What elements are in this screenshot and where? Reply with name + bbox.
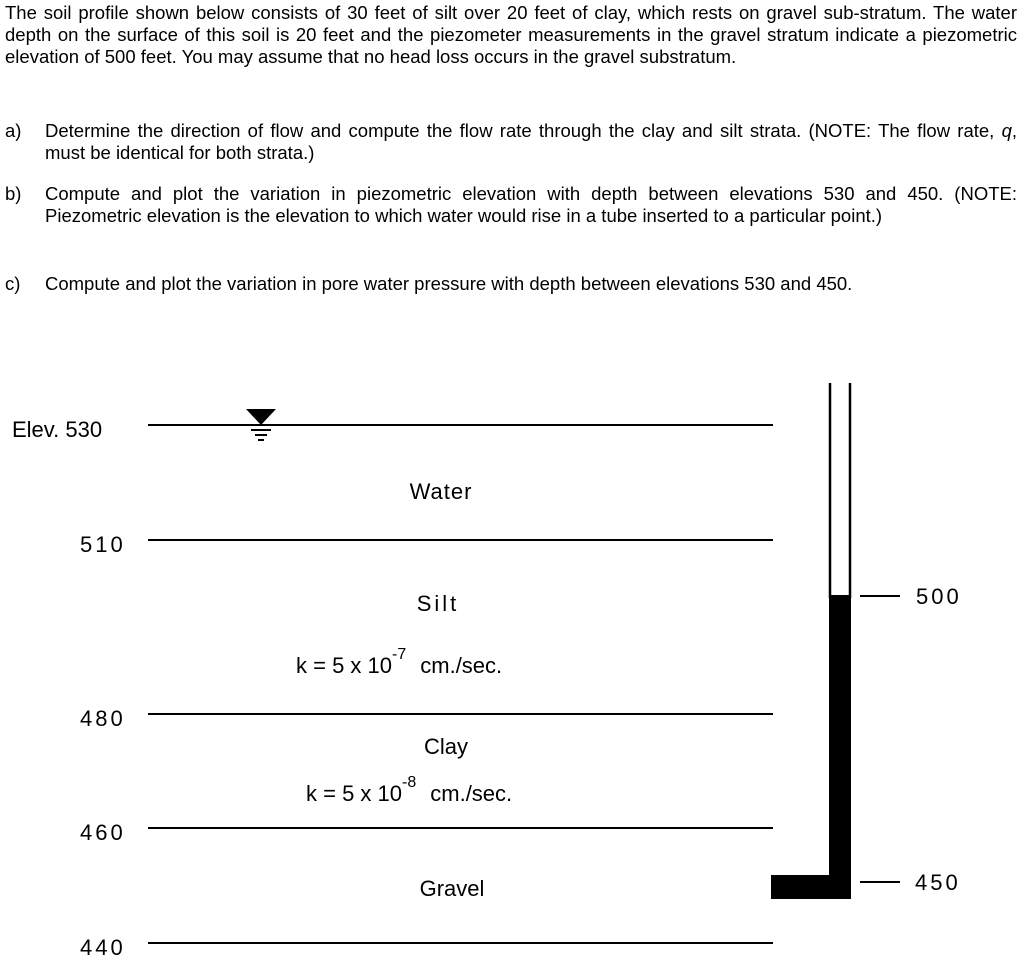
piezometer-water-column [829,595,851,899]
silt-permeability [296,646,502,678]
piezometer-tube [771,383,851,899]
question-label: b) [5,183,22,204]
elevation-label: 440 [80,935,126,960]
variable-q: q [1001,120,1012,141]
layer-label-clay: Clay [423,734,469,759]
unit: cm./sec. [430,781,513,806]
question-text: Compute and plot the variation in pore water pressure with depth between elevations 530 and 450. [45,273,853,294]
text-part: Determine the direction of flow and compute the flow rate through the clay and silt strata. (NOTE: The flow rate, [45,120,1002,141]
k-value: k = 5 x 10 [296,653,393,678]
exponent: -8 [402,774,417,791]
elevation-label: Elev. 530 [12,417,103,442]
question-text: Compute and plot the variation in piezometric elevation with depth between elevations 530 and 450. (NOTE: Piezometric elevation is the elevation to which water would rise in a tube inserted to a particular point.) [45,183,1017,226]
clay-permeability [306,774,512,806]
piezometer-label-450: 450 [915,870,961,895]
layer-label-silt: Silt [416,591,460,616]
k-value: k = 5 x 10 [306,781,403,806]
layer-label-gravel: Gravel [419,876,485,901]
problem-intro: The soil profile shown below consists of 30 feet of silt over 20 feet of clay, which rests on gravel sub-stratum. The water depth on the surface of this soil is 20 feet and the piezometer measurements in the gravel stratum indicate a piezometric elevation of 500 feet. You may assume that no head loss occurs in the gravel substratum. [5,2,1017,67]
elevation-label: 480 [80,706,126,731]
text-part: , must be identical for both strata.) [45,120,1017,163]
unit: cm./sec. [420,653,503,678]
elevation-label: 460 [80,820,126,845]
question-label: a) [5,120,22,141]
exponent: -7 [392,646,407,663]
piezometer-label-500: 500 [916,584,962,609]
layer-label-water: Water [409,479,473,504]
question-label: c) [5,273,21,294]
elevation-label: 510 [80,532,126,557]
